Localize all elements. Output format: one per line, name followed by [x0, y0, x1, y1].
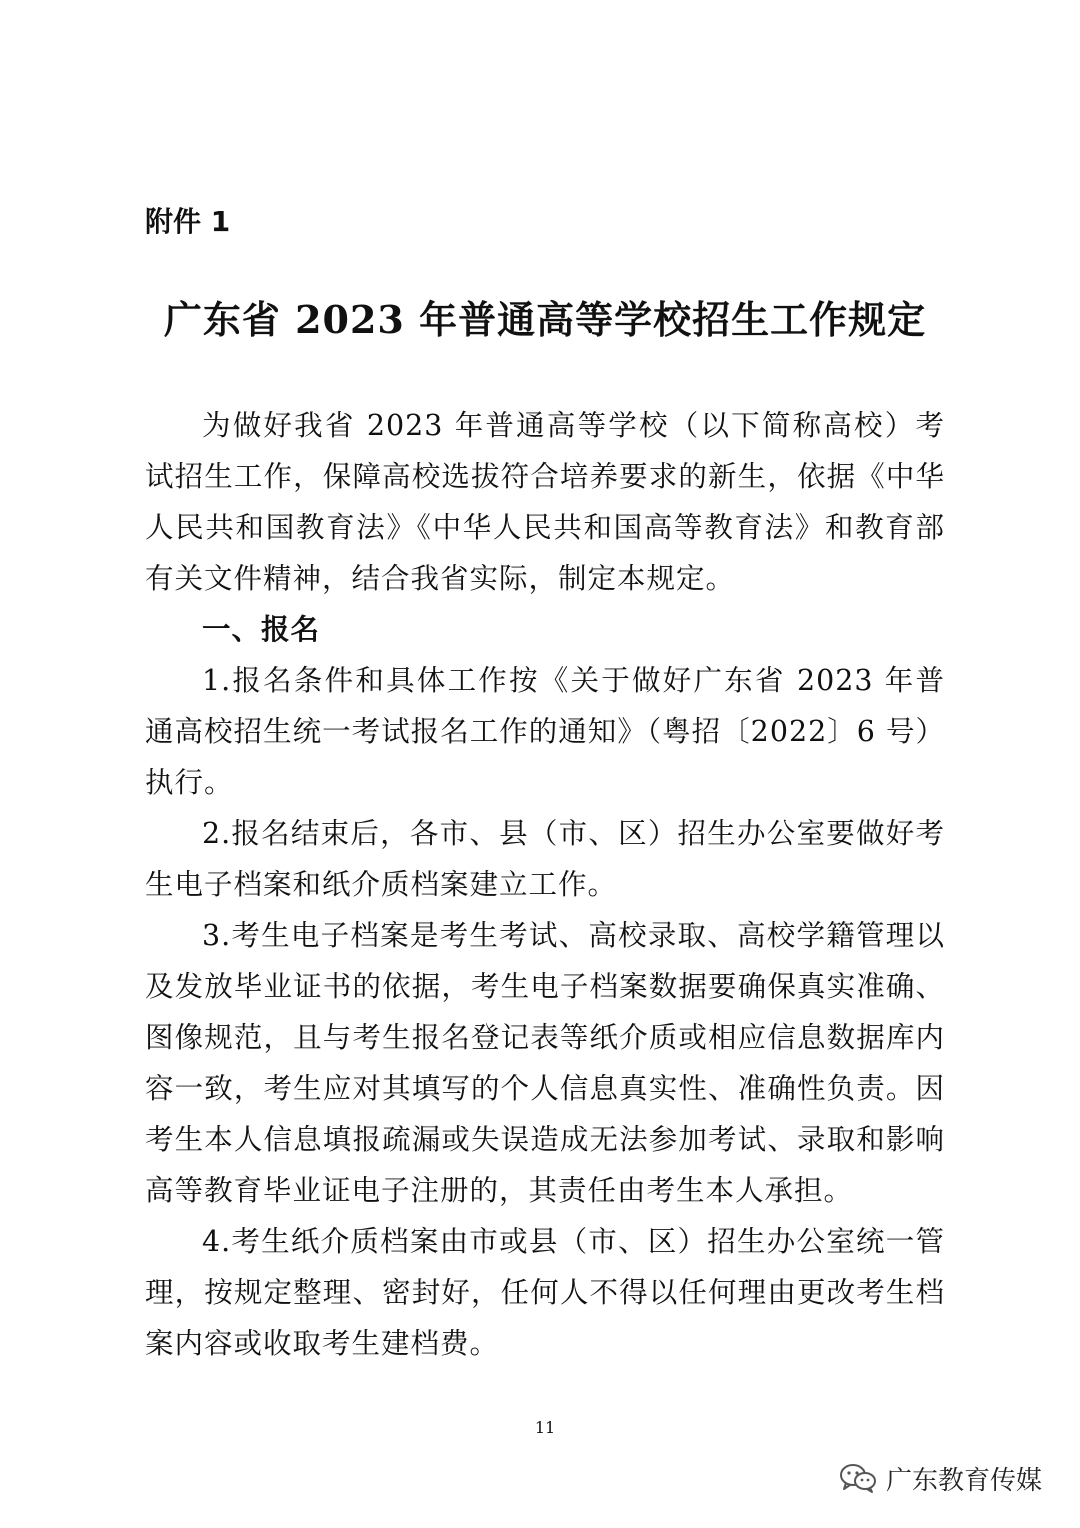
- page-number: 11: [534, 1418, 556, 1437]
- document-body: [145, 400, 945, 1369]
- attachment-label: 附件 1: [145, 205, 231, 238]
- wechat-icon: [838, 1462, 878, 1494]
- section-heading-registration: 一、报名: [202, 613, 321, 646]
- intro-paragraph: 为做好我省 2023 年普通高等学校（以下简称高校）考试招生工作，保障高校选拔符合培养要求的新生，依据《中华人民共和国教育法》《中华人民共和国高等教育法》和教育部有关文件精神，结合我省实际，制定本规定。: [145, 409, 945, 595]
- clause-paragraph: 1.报名条件和具体工作按《关于做好广东省 2023 年普通高校招生统一考试报名工作的通知》（粤招〔2022〕6 号）执行。: [145, 664, 945, 799]
- clause-paragraph: 2.报名结束后，各市、县（市、区）招生办公室要做好考生电子档案和纸介质档案建立工作。: [145, 817, 945, 901]
- watermark-text: 广东教育传媒: [886, 1465, 1043, 1496]
- document-title: 广东省 2023 年普通高等学校招生工作规定: [163, 297, 927, 342]
- watermark: [838, 1458, 1042, 1498]
- clause-paragraph: 4.考生纸介质档案由市或县（市、区）招生办公室统一管理，按规定整理、密封好，任何人不得以任何理由更改考生档案内容或收取考生建档费。: [145, 1225, 945, 1360]
- clause-paragraph: 3.考生电子档案是考生考试、高校录取、高校学籍管理以及发放毕业证书的依据，考生电子档案数据要确保真实准确、图像规范，且与考生报名登记表等纸介质或相应信息数据库内容一致，考生应对其填写的个人信息真实性、准确性负责。因考生本人信息填报疏漏或失误造成无法参加考试、录取和影响高等教育毕业证电子注册的，其责任由考生本人承担。: [145, 919, 945, 1207]
